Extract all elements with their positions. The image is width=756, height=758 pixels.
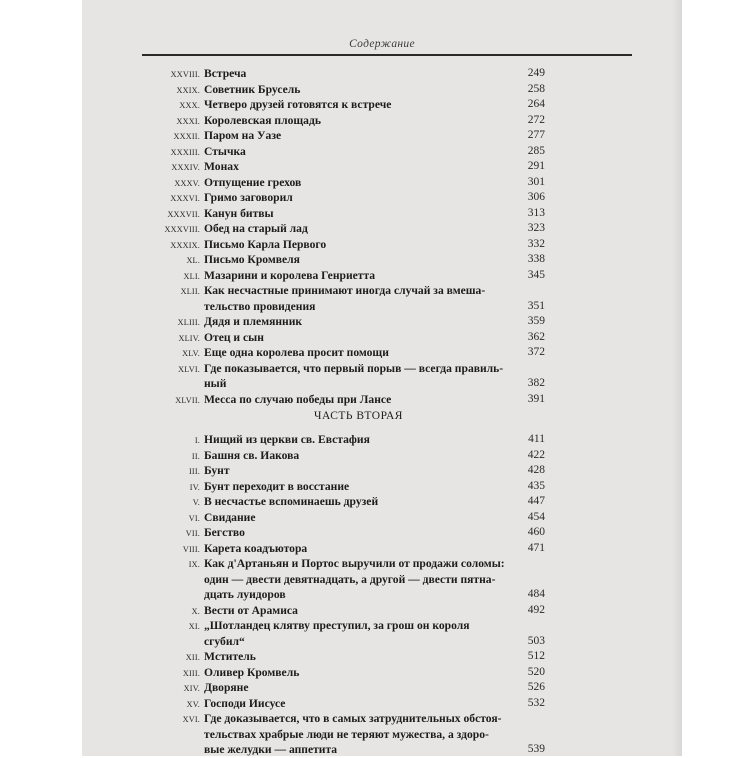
chapter-number: XXXVII. bbox=[167, 209, 200, 219]
chapter-number: VIII. bbox=[182, 544, 200, 554]
chapter-number: XV. bbox=[186, 699, 200, 709]
page-number: 526 bbox=[527, 681, 545, 693]
chapter-title: Отпущение грехов bbox=[204, 175, 302, 189]
page-number: 264 bbox=[527, 98, 545, 110]
chapter-title: Бегство bbox=[204, 526, 245, 539]
chapter-title: Вести от Арамиса bbox=[204, 603, 298, 617]
chapter-title: Обед на старый лад bbox=[204, 222, 308, 235]
running-head: Содержание bbox=[349, 38, 415, 50]
page-number: 285 bbox=[527, 144, 545, 157]
page-number: 313 bbox=[527, 206, 545, 219]
chapter-title: Королевская площадь bbox=[204, 113, 321, 127]
chapter-title: вые желудки — аппетита bbox=[204, 743, 338, 756]
page-number: 447 bbox=[527, 495, 545, 507]
page-number: 484 bbox=[527, 588, 545, 600]
chapter-title: Письмо Карла Первого bbox=[204, 237, 327, 251]
chapter-number: XLVI. bbox=[178, 364, 200, 374]
chapter-number: XXXVI. bbox=[170, 194, 200, 203]
chapter-title: Гримо заговорил bbox=[204, 191, 293, 204]
page-number: 277 bbox=[527, 129, 545, 141]
chapter-title: Стычка bbox=[204, 144, 246, 158]
chapter-title: Монах bbox=[204, 160, 239, 173]
chapter-title: Карета коадъютора bbox=[204, 541, 308, 555]
page-number: 323 bbox=[527, 222, 545, 234]
chapter-number: IX. bbox=[188, 560, 200, 569]
chapter-title: Как д'Артаньян и Портос выручили от продажи соломы: bbox=[204, 557, 505, 570]
page-number: 391 bbox=[527, 392, 545, 405]
page-number: 351 bbox=[527, 299, 545, 312]
chapter-title: тельствах храбрые люди не теряют мужества, а здоро- bbox=[204, 727, 489, 741]
chapter-number: XIV. bbox=[183, 684, 200, 693]
chapter-title: „Шотландец клятву преступил, за грош он короля bbox=[204, 619, 470, 632]
chapter-title: Где доказывается, что в самых затруднительных обстоя- bbox=[204, 712, 502, 725]
chapter-number: XLIV. bbox=[178, 333, 200, 343]
chapter-number: III. bbox=[188, 467, 200, 476]
chapter-number: XLIII. bbox=[177, 318, 200, 327]
chapter-title: Еще одна королева просит помощи bbox=[204, 346, 389, 359]
chapter-title: Паром на Уазе bbox=[204, 129, 282, 142]
page-number: 460 bbox=[527, 526, 545, 538]
chapter-title: Нищий из церкви св. Евстафия bbox=[204, 433, 370, 446]
part-two-heading: ЧАСТЬ ВТОРАЯ bbox=[314, 410, 403, 422]
chapter-title: Канун битвы bbox=[204, 206, 274, 220]
page-number: 372 bbox=[527, 346, 545, 358]
book-page bbox=[82, 0, 682, 756]
chapter-title: Письмо Кромвеля bbox=[204, 253, 300, 266]
chapter-number: IV. bbox=[189, 482, 200, 492]
chapter-number: VII. bbox=[185, 529, 200, 538]
chapter-number: XIII. bbox=[182, 668, 200, 678]
chapter-number: XVI. bbox=[182, 715, 200, 724]
page-number: 532 bbox=[527, 696, 545, 709]
chapter-title: тельство провидения bbox=[204, 299, 316, 313]
chapter-title: Где показывается, что первый порыв — всегда правиль- bbox=[204, 361, 504, 375]
page-number: 338 bbox=[527, 253, 545, 265]
page-number: 428 bbox=[527, 464, 545, 476]
chapter-number: XLV. bbox=[182, 349, 200, 358]
chapter-title: Четверо друзей готовятся к встрече bbox=[204, 98, 392, 111]
page-number: 301 bbox=[527, 175, 545, 188]
chapter-number: XXXIX. bbox=[170, 240, 200, 250]
chapter-title: Бунт bbox=[204, 464, 230, 477]
chapter-number: XXIX. bbox=[176, 85, 200, 95]
chapter-number: XLII. bbox=[180, 287, 200, 296]
chapter-number: XI. bbox=[188, 622, 200, 631]
chapter-title: Оливер Кромвель bbox=[204, 665, 300, 679]
page-number: 520 bbox=[527, 665, 545, 678]
page-number: 359 bbox=[527, 315, 545, 327]
chapter-title: Мститель bbox=[204, 650, 256, 663]
chapter-title: Встреча bbox=[204, 67, 247, 80]
chapter-number: XLI. bbox=[183, 271, 200, 281]
chapter-number: XL. bbox=[186, 256, 200, 265]
page-number: 435 bbox=[527, 479, 545, 492]
page-number: 411 bbox=[528, 433, 545, 445]
chapter-title: дцать луидоров bbox=[204, 588, 286, 601]
chapter-title: В несчастье вспоминаешь друзей bbox=[204, 495, 379, 508]
page-number: 272 bbox=[527, 113, 545, 126]
page-number: 249 bbox=[527, 67, 545, 79]
chapter-title: Месса по случаю победы при Лансе bbox=[204, 392, 392, 406]
page-number: 332 bbox=[527, 237, 545, 250]
chapter-title: Мазарини и королева Генриетта bbox=[204, 268, 376, 282]
chapter-number: XXVIII. bbox=[170, 70, 200, 79]
chapter-number: VI. bbox=[188, 513, 200, 523]
page-number: 291 bbox=[527, 160, 545, 172]
chapter-title: один — двести девятнадцать, а другой — двести пятна- bbox=[204, 572, 496, 586]
chapter-number: X. bbox=[191, 606, 200, 616]
chapter-number: XXX. bbox=[179, 101, 200, 110]
chapter-title: Свидание bbox=[204, 510, 256, 524]
chapter-title: Советник Брусель bbox=[204, 82, 301, 96]
page-edge-shadow bbox=[672, 0, 682, 756]
page-number: 512 bbox=[527, 650, 545, 662]
chapter-number: XXXII. bbox=[173, 132, 200, 141]
chapter-number: XXXVIII. bbox=[164, 225, 200, 234]
chapter-title: Башня св. Иакова bbox=[204, 448, 300, 462]
chapter-title: Дворяне bbox=[204, 681, 249, 694]
chapter-title: Отец и сын bbox=[204, 330, 264, 344]
page-number: 382 bbox=[527, 377, 545, 389]
chapter-title: Господи Иисусе bbox=[204, 696, 286, 710]
page-number: 492 bbox=[527, 603, 545, 616]
chapter-number: XXXV. bbox=[174, 178, 200, 188]
header-rule bbox=[142, 54, 632, 56]
chapter-number: V. bbox=[192, 498, 200, 507]
page-number: 258 bbox=[527, 82, 545, 95]
page-number: 362 bbox=[527, 330, 545, 343]
chapter-title: ный bbox=[204, 377, 227, 390]
page-number: 471 bbox=[527, 541, 545, 554]
chapter-number: XXXIII. bbox=[170, 147, 200, 157]
chapter-title: сгубил“ bbox=[204, 634, 245, 648]
chapter-number: XLVII. bbox=[175, 395, 200, 405]
chapter-title: Как несчастные принимают иногда случай за вмеша- bbox=[204, 284, 486, 297]
page-number: 454 bbox=[527, 510, 545, 523]
page-number: 422 bbox=[527, 448, 545, 461]
chapter-title: Дядя и племянник bbox=[204, 315, 303, 328]
chapter-number: I. bbox=[194, 436, 200, 445]
chapter-number: XXXIV. bbox=[171, 163, 200, 172]
chapter-title: Бунт переходит в восстание bbox=[204, 479, 350, 493]
chapter-number: II. bbox=[191, 451, 200, 461]
page-number: 345 bbox=[527, 268, 545, 281]
page-number: 306 bbox=[527, 191, 545, 203]
page-number: 503 bbox=[527, 634, 545, 647]
page-number: 539 bbox=[527, 743, 545, 755]
chapter-number: XII. bbox=[185, 653, 200, 662]
chapter-number: XXXI. bbox=[176, 116, 200, 126]
